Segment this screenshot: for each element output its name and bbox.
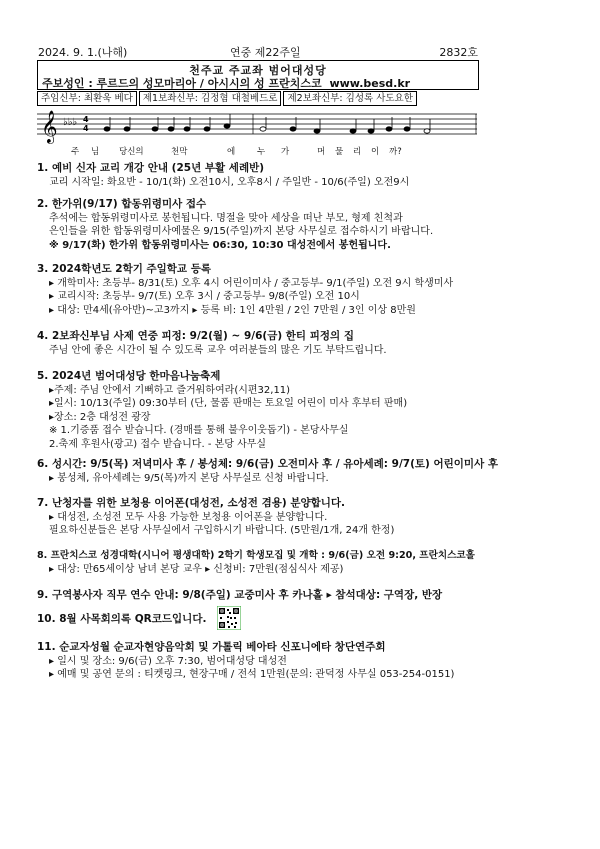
section-qr-minutes: 10. 8월 사목회의록 QR코드입니다. xyxy=(37,613,207,625)
svg-text:♭♭♭: ♭♭♭ xyxy=(63,117,78,128)
priest-list xyxy=(37,91,477,106)
section-hearing-aid: 7. 난청자를 위한 보청용 이어폰(대성전, 소성전 겸용) 분양합니다. ▸ 대성전, 소성전 모두 사용 가능한 보청용 이어폰을 분양합니다. 필요하신분들은 본당 사무실에서 구입하시기 바랍니다. (5만원/1개, 24개 한정) xyxy=(37,497,395,536)
bulletin-header xyxy=(38,44,478,58)
section-holy-hour: 6. 성시간: 9/5(목) 저녁미사 후 / 봉성체: 9/6(금) 오전미사 후 / 유아세례: 9/7(토) 어린이미사 후 ▸ 봉성체, 유아세례는 9/5(목)까지 본당 사무실로 신청 바랍니다. xyxy=(37,458,499,484)
bulletin-date: 2024. 9. 1.(나해) xyxy=(38,46,128,59)
issue-number: 2832호 xyxy=(439,46,478,59)
treble-clef-icon: 𝄞 xyxy=(41,110,58,143)
svg-text:4: 4 xyxy=(83,115,89,124)
assistant-priest-2: 제2보좌신부: 김성록 사도요한 xyxy=(283,91,416,106)
title-box xyxy=(37,60,479,90)
section-sunday-school: 3. 2024학년도 2학기 주일학교 등록 ▸ 개학미사: 초등부- 8/31(토) 오후 4시 어린이미사 / 중고등부- 9/1(주일) 오전 9시 학생미사 ▸ 교리시작: 초등부- 9/7(토) 오후 3시 / 중고등부- 9/8(주일) 오전 10시 ▸ 대상: 만4세(유아반)~고3까지 ▸ 등록 비: 1인 4만원 / 2인 7만원 / 3인 이상 8만원 xyxy=(37,263,454,316)
section-memorial-mass: 2. 한가위(9/17) 합동위령미사 접수 추석에는 합동위령미사로 봉헌됩니다. 명절을 맞아 세상을 떠난 부모, 형제 친척과 은인들을 위한 합동위령미사예물은 9/15(주일)까지 본당 사무실로 접수하시기 바랍니다. ※ 9/17(화) 한가위 합동위령미사는 06:30, 10:30 대성전에서 봉헌됩니다. xyxy=(37,198,434,251)
hymn-lyrics: 주 님 당신의 천막 에 누 가 머 물 리 이 까? xyxy=(71,147,402,157)
assistant-priest-1: 제1보좌신부: 김정혐 대철베드로 xyxy=(139,91,282,106)
patron-saints: 주보성인 : 루르드의 성모마리아 / 아시시의 성 프란치스코 xyxy=(42,77,322,90)
section-catechumen: 1. 예비 신자 교리 개강 안내 (25년 부활 세례반) 교리 시작일: 화요반 - 10/1(화) 오전10시, 오후8시 / 주일반 - 10/6(주일) 오전9시 xyxy=(37,162,410,188)
svg-text:4: 4 xyxy=(83,124,89,133)
section-priest-retreat: 4. 2보좌신부님 사제 연중 피정: 9/2(월) ~ 9/6(금) 한티 피정의 집 주님 안에 좋은 시간이 될 수 있도록 교우 여러분들의 많은 기도 부탁드립니다. xyxy=(37,330,387,356)
section-concert: 11. 순교자성월 순교자현양음악회 및 가톨릭 베아타 신포니에타 창단연주회 ▸ 일시 및 장소: 9/6(금) 오후 7:30, 범어대성당 대성전 ▸ 예매 및 공연 문의 : 티켓링크, 현장구매 / 전석 1만원(문의: 관덕정 사무실 053-254-0151) xyxy=(37,641,455,680)
pastor: 주임신부: 최환욱 베다 xyxy=(37,91,137,106)
qr-code-icon[interactable] xyxy=(217,606,241,630)
website-link[interactable]: www.besd.kr xyxy=(329,77,411,90)
liturgical-sunday: 연중 제22주일 xyxy=(230,46,301,59)
section-senior-college: 8. 프란치스코 성경대학(시니어 평생대학) 2학기 학생모집 및 개학 : 9/6(금) 오전 9:20, 프란치스코홀 ▸ 대상: 만65세이상 남녀 본당 교우 ▸ 신청비: 7만원(점심식사 제공) xyxy=(37,550,475,575)
section-volunteer-training: 9. 구역봉사자 직무 연수 안내: 9/8(주일) 교중미사 후 카나홀 ▸ 참석대상: 구역장, 반장 xyxy=(37,589,443,601)
section-festival: 5. 2024년 범어대성당 한마음나눔축제 ▸주제: 주님 안에서 기뻐하고 즐거워하여라(시편32,11) ▸일시: 10/13(주일) 09:30부터 (단, 물품 판매는 토요일 어린이 미사 후부터 판매) ▸장소: 2층 대성전 광장 ※ 1.기증품 접수 받습니다. (경매를 통해 불우이웃돕기) - 본당사무실 2.축제 후원사(광고) 접수 받습니다. - 본당 사무실 xyxy=(37,370,408,450)
church-name: 천주교 주교좌 범어대성당 xyxy=(189,64,327,77)
